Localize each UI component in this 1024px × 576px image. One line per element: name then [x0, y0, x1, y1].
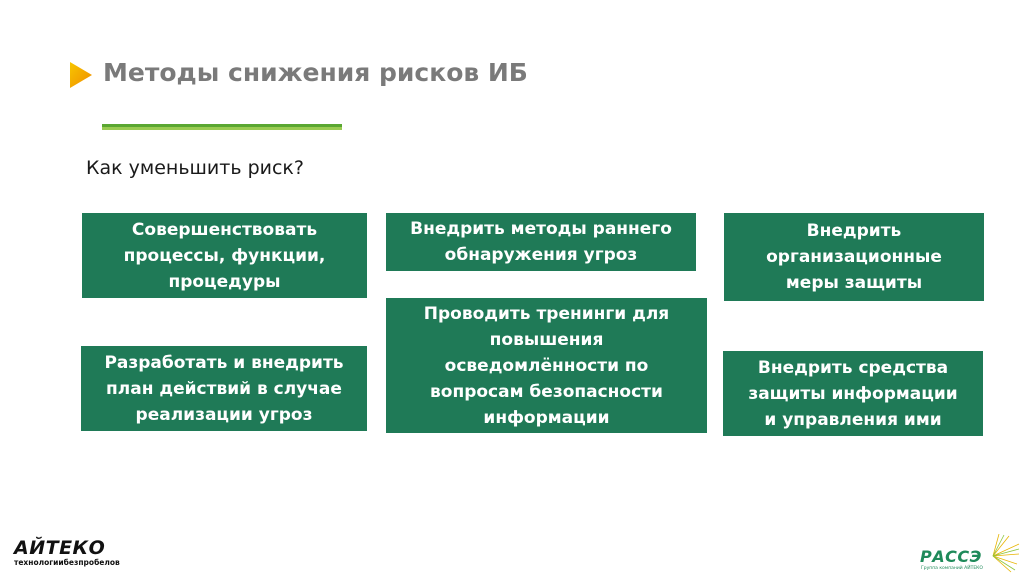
title-divider	[102, 124, 342, 130]
aiteko-logo-name: АЙТЕКО	[14, 537, 106, 559]
question-text: Как уменьшить риск?	[86, 157, 304, 179]
rasse-logo	[918, 534, 1022, 574]
method-box-label: Совершенствовать процессы, функции, процедуры	[123, 219, 326, 292]
method-box-security-tools	[723, 351, 983, 436]
method-box-organizational-measures	[724, 213, 984, 301]
method-box-action-plan	[81, 346, 367, 431]
rasse-logo-name: РАССЭ	[920, 547, 982, 566]
method-box-label: Разработать и внедрить план действий в случае реализации угроз	[104, 352, 344, 425]
page-title: Методы снижения рисков ИБ	[103, 58, 528, 87]
method-box-label: Внедрить методы раннего обнаружения угроз	[410, 219, 672, 265]
method-box-improve-processes	[82, 213, 367, 298]
method-box-label: Проводить тренинги для повышения осведомлённости по вопросам безопасности информации	[423, 303, 670, 428]
rasse-logo-subtitle: Группа компаний АЙТЕКО	[921, 566, 983, 571]
method-box-awareness-training	[386, 298, 707, 433]
method-box-early-detection	[386, 213, 696, 271]
method-box-label: Внедрить средства защиты информации и управления ими	[748, 357, 958, 430]
play-arrow-icon	[70, 62, 92, 88]
aiteko-logo	[14, 538, 124, 570]
method-box-label: Внедрить организационные меры защиты	[766, 221, 942, 293]
aiteko-logo-tagline: технологиибезпробелов	[14, 558, 120, 567]
